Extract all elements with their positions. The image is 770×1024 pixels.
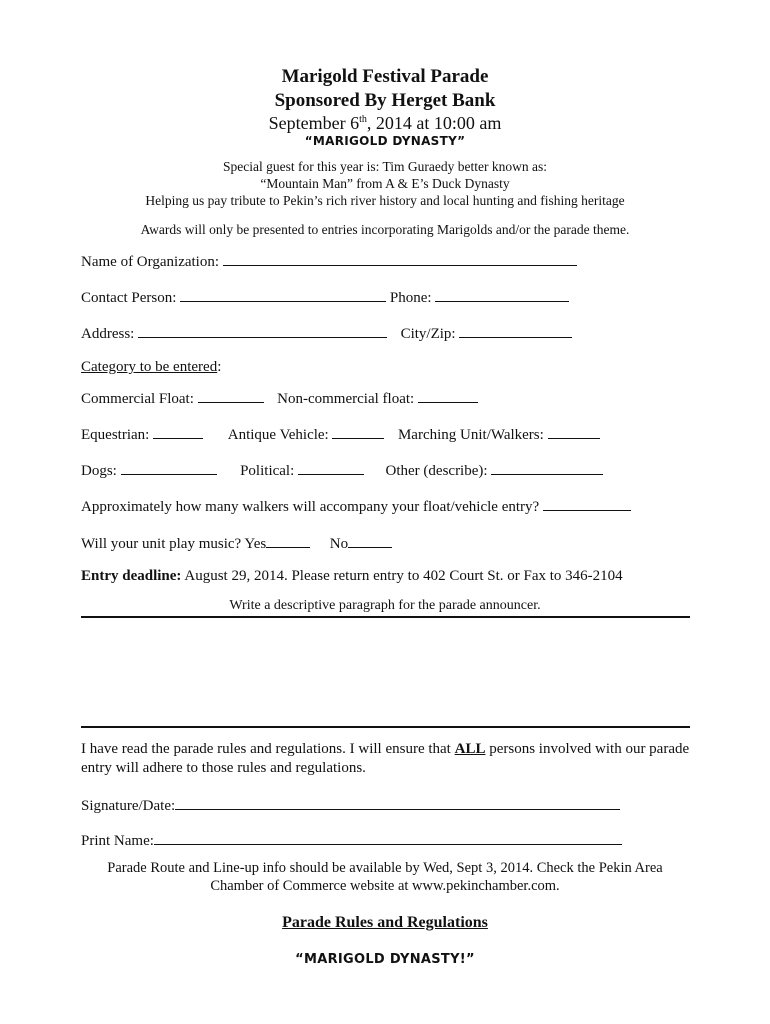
phone-field[interactable] bbox=[435, 287, 569, 302]
address-row bbox=[81, 323, 572, 343]
organization-label: Name of Organization: bbox=[81, 254, 220, 270]
antique-vehicle-field[interactable] bbox=[332, 424, 384, 439]
contact-person-field[interactable] bbox=[180, 287, 386, 302]
sponsor-line: Sponsored By Herget Bank bbox=[274, 90, 496, 111]
noncommercial-float-field[interactable] bbox=[418, 388, 478, 403]
signature-date-field[interactable] bbox=[175, 795, 620, 810]
float-row bbox=[81, 388, 478, 408]
address-field[interactable] bbox=[138, 323, 387, 338]
walkers-question: Approximately how many walkers will accompany your float/vehicle entry? bbox=[81, 499, 540, 515]
print-name-label: Print Name: bbox=[81, 833, 154, 849]
marching-unit-field[interactable] bbox=[548, 424, 600, 439]
description-bottom-rule bbox=[81, 726, 690, 728]
category-heading bbox=[81, 359, 221, 376]
print-name-row bbox=[81, 830, 622, 850]
deadline-text: August 29, 2014. Please return entry to 402 Court St. or Fax to 346-2104 bbox=[181, 568, 623, 584]
rules-heading: Parade Rules and Regulations bbox=[282, 914, 488, 931]
marching-unit-label: Marching Unit/Walkers: bbox=[397, 427, 544, 443]
agreement-all-emphasis: ALL bbox=[454, 741, 486, 757]
entry-type-row-2 bbox=[81, 460, 603, 480]
parade-theme: “MARIGOLD DYNASTY” bbox=[304, 134, 466, 148]
music-yes-field[interactable] bbox=[266, 533, 310, 548]
walkers-row bbox=[81, 496, 631, 516]
music-row bbox=[81, 533, 392, 553]
music-question: Will your unit play music? bbox=[81, 536, 242, 552]
rules-theme: “MARIGOLD DYNASTY!” bbox=[295, 952, 475, 967]
category-colon: : bbox=[217, 359, 222, 375]
route-info-line-1: Parade Route and Line-up info should be available by Wed, Sept 3, 2014. Check the Pekin Area bbox=[107, 860, 663, 876]
special-guest-line: Special guest for this year is: Tim Guraedy better known as: bbox=[223, 159, 547, 174]
organization-row bbox=[81, 251, 577, 271]
contact-row bbox=[81, 287, 569, 307]
other-describe-field[interactable] bbox=[491, 460, 603, 475]
awards-note: Awards will only be presented to entries incorporating Marigolds and/or the parade theme. bbox=[140, 222, 630, 237]
special-guest-name: “Mountain Man” from A & E’s Duck Dynasty bbox=[260, 176, 510, 191]
political-label: Political: bbox=[240, 463, 295, 479]
organization-field[interactable] bbox=[223, 251, 577, 266]
deadline-label: Entry deadline: bbox=[81, 568, 182, 584]
music-no-label: No bbox=[329, 536, 349, 552]
tribute-line: Helping us pay tribute to Pekin’s rich river history and local hunting and fishing heritage bbox=[145, 193, 625, 208]
phone-label: Phone: bbox=[389, 290, 432, 306]
entry-type-row-1 bbox=[81, 424, 600, 444]
signature-row bbox=[81, 795, 620, 815]
music-yes-label: Yes bbox=[244, 536, 267, 552]
dogs-label: Dogs: bbox=[81, 463, 117, 479]
antique-vehicle-label: Antique Vehicle: bbox=[227, 427, 329, 443]
equestrian-field[interactable] bbox=[153, 424, 203, 439]
other-describe-label: Other (describe): bbox=[385, 463, 488, 479]
entry-deadline bbox=[81, 568, 623, 585]
contact-person-label: Contact Person: bbox=[81, 290, 177, 306]
walkers-count-field[interactable] bbox=[543, 496, 631, 511]
equestrian-label: Equestrian: bbox=[81, 427, 150, 443]
description-textarea[interactable] bbox=[81, 618, 690, 725]
form-title: Marigold Festival Parade bbox=[281, 66, 489, 87]
noncommercial-float-label: Non-commercial float: bbox=[277, 391, 415, 407]
music-no-field[interactable] bbox=[348, 533, 392, 548]
city-zip-field[interactable] bbox=[459, 323, 572, 338]
commercial-float-field[interactable] bbox=[198, 388, 264, 403]
commercial-float-label: Commercial Float: bbox=[81, 391, 194, 407]
route-info-line-2: Chamber of Commerce website at www.pekinchamber.com. bbox=[210, 878, 560, 894]
signature-date-label: Signature/Date: bbox=[81, 798, 176, 814]
agreement-statement: I have read the parade rules and regulations. I will ensure that ALL persons involved with our parade entry will adhere to those rules and regulations. bbox=[81, 741, 690, 776]
description-prompt: Write a descriptive paragraph for the parade announcer. bbox=[229, 598, 541, 613]
print-name-field[interactable] bbox=[154, 830, 622, 845]
address-label: Address: bbox=[81, 326, 135, 342]
event-date: September 6th, 2014 at 10:00 am bbox=[268, 113, 502, 133]
dogs-field[interactable] bbox=[121, 460, 217, 475]
city-zip-label: City/Zip: bbox=[400, 326, 456, 342]
category-label: Category to be entered bbox=[81, 359, 218, 375]
political-field[interactable] bbox=[298, 460, 364, 475]
